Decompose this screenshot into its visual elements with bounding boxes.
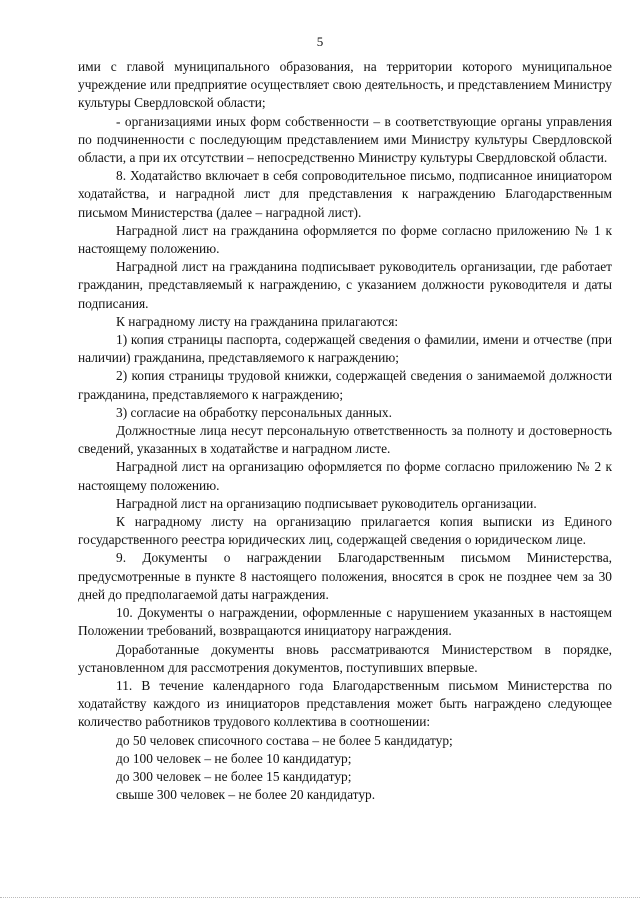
paragraph: К наградному листу на организацию прилагается копия выписки из Единого государственного реестра юридических лиц, содержащей сведения о юридическом лице. (78, 514, 612, 548)
paragraph: Наградной лист на гражданина оформляется по форме согласно приложению № 1 к настоящему положению. (78, 222, 612, 257)
paragraph: К наградному листу на гражданина прилагаются: (116, 313, 399, 329)
paragraph: Наградной лист на гражданина подписывает руководитель организации, где работает гражданин, представляемый к награждению, с указанием должности руководителя и даты подписания. (78, 259, 612, 311)
paragraph: 8. Ходатайство включает в себя сопроводительное письмо, подписанное инициатором ходатайства, и наградной лист для представления к награждению Благодарственным письмом Министерства (далее – наградной лист). (78, 168, 612, 220)
page-number: 5 (316, 34, 324, 49)
list-item: до 300 человек – не более 15 кандидатур; (116, 768, 352, 784)
page-bottom-edge (0, 897, 640, 898)
paragraph: Наградной лист на организацию оформляется по форме согласно приложению № 2 к настоящему положению. (78, 459, 612, 493)
list-item: свыше 300 человек – не более 20 кандидатур. (116, 787, 376, 803)
paragraph: 1) копия страницы паспорта, содержащей сведения о фамилии, имени и отчестве (при наличии) гражданина, представляемого к награждению; (78, 332, 612, 366)
list-item: до 50 человек списочного состава – не более 5 кандидатур; (116, 732, 453, 748)
list-item: до 100 человек – не более 10 кандидатур; (116, 750, 352, 766)
paragraph: 11. В течение календарного года Благодарственным письмом Министерства по ходатайству каждого из инициаторов представления может быть награждено следующее количество работников трудового коллектива в соотношении: (78, 677, 612, 730)
paragraph: 3) согласие на обработку персональных данных. (116, 404, 392, 420)
document-body (78, 58, 612, 804)
paragraph: 2) копия страницы трудовой книжки, содержащей сведения о занимаемой должности гражданина, представляемого к награждению; (78, 368, 612, 402)
paragraph: 9. Документы о награждении Благодарственным письмом Министерства, предусмотренные в пункте 8 настоящего положения, вносятся в срок не позднее чем за 30 дней до предполагаемой даты награждения. (78, 550, 612, 602)
paragraph: Наградной лист на организацию подписывает руководитель организации. (116, 495, 537, 511)
paragraph: ими с главой муниципального образования, на территории которого муниципальное учреждение или предприятие осуществляет свою деятельность, и представлением Министру культуры Свердловской области; (78, 59, 612, 111)
paragraph: Должностные лица несут персональную ответственность за полноту и достоверность сведений, указанных в ходатайстве и наградном листе. (78, 423, 612, 457)
paragraph: - организациями иных форм собственности – в соответствующие органы управления по подчиненности с последующим представлением ими Министру культуры Свердловской области, а при их отсутствии – непосредственно Министру культуры Свердловской области. (78, 113, 612, 166)
paragraph: Доработанные документы вновь рассматриваются Министерством в порядке, установленном для рассмотрения документов, поступивших впервые. (78, 641, 612, 675)
paragraph: 10. Документы о награждении, оформленные с нарушением указанных в настоящем Положении требований, возвращаются инициатору награждения. (78, 605, 612, 639)
